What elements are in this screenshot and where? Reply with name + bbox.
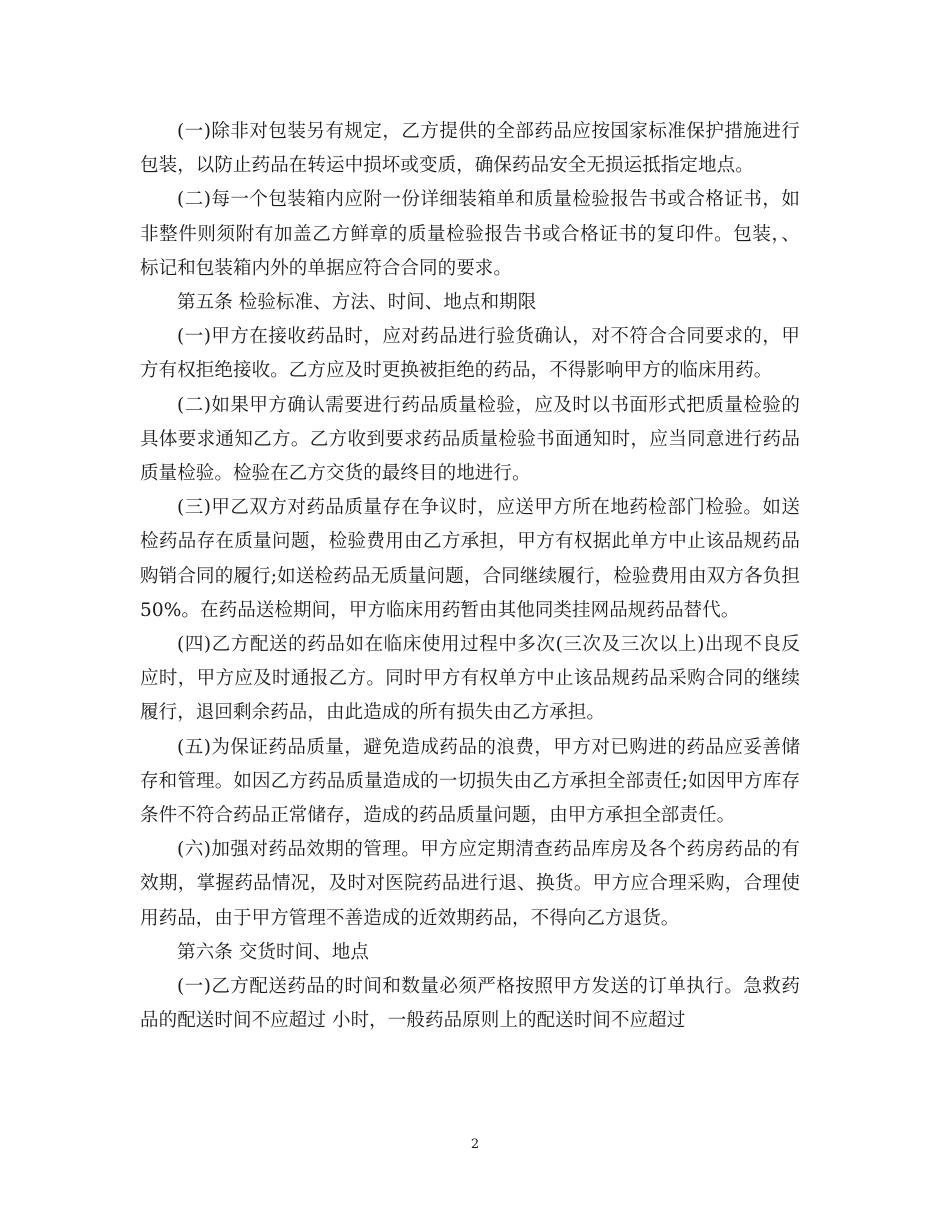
paragraph-packaging-2: (二)每一个包装箱内应附一份详细装箱单和质量检验报告书或合格证书，如非整件则须附有加盖乙方鲜章的质量检验报告书或合格证书的复印件。包装，、标记和包装箱内外的单据应符合合同的要求。 [140,189,800,279]
paragraph-inspection-4: (四)乙方配送的药品如在临床使用过程中多次(三次及三次以上)出现不良反应时，甲方应及时通报乙方。同时甲方有权单方中止该品规药品采购合同的继续履行，退回剩余药品，由此造成的所有损失由乙方承担。 [140,634,800,724]
paragraph-inspection-5: (五)为保证药品质量，避免造成药品的浪费，甲方对已购进的药品应妥善储存和管理。如因乙方药品质量造成的一切损失由乙方承担全部责任;如因甲方库存条件不符合药品正常储存，造成的药品质量问题，由甲方承担全部责任。 [140,736,800,827]
page-number: 2 [470,1137,480,1152]
article-6-heading: 第六条 交货时间、地点 [177,941,369,963]
paragraph-inspection-2: (二)如果甲方确认需要进行药品质量检验，应及时以书面形式把质量检验的具体要求通知乙方。乙方收到要求药品质量检验书面通知时，应当同意进行药品质量检验。检验在乙方交货的最终目的地进行。 [140,394,800,485]
document-body [140,115,800,1038]
paragraph-inspection-3: (三)甲乙双方对药品质量存在争议时，应送甲方所在地药检部门检验。如送检药品存在质量问题，检验费用由乙方承担，甲方有权据此单方中止该品规药品购销合同的履行;如送检药品无质量问题，合同继续履行，检验费用由双方各负担50%。在药品送检期间，甲方临床用药暂由其他同类挂网品规药品替代。 [140,497,800,621]
paragraph-packaging-1: (一)除非对包装另有规定，乙方提供的全部药品应按国家标准保护措施进行包装，以防止药品在转运中损坏或变质，确保药品安全无损运抵指定地点。 [140,121,800,177]
paragraph-delivery-1: (一)乙方配送药品的时间和数量必须严格按照甲方发送的订单执行。急救药品的配送时间不应超过 小时，一般药品原则上的配送时间不应超过 [140,976,800,1032]
paragraph-inspection-6: (六)加强对药品效期的管理。甲方应定期清查药品库房及各个药房药品的有效期，掌握药品情况，及时对医院药品进行退、换货。甲方应合理采购，合理使用药品，由于甲方管理不善造成的近效期药品，不得向乙方退货。 [140,839,800,929]
paragraph-inspection-1: (一)甲方在接收药品时，应对药品进行验货确认，对不符合合同要求的，甲方有权拒绝接收。乙方应及时更换被拒绝的药品，不得影响甲方的临床用药。 [140,326,800,382]
article-5-heading: 第五条 检验标准、方法、时间、地点和期限 [177,292,537,314]
